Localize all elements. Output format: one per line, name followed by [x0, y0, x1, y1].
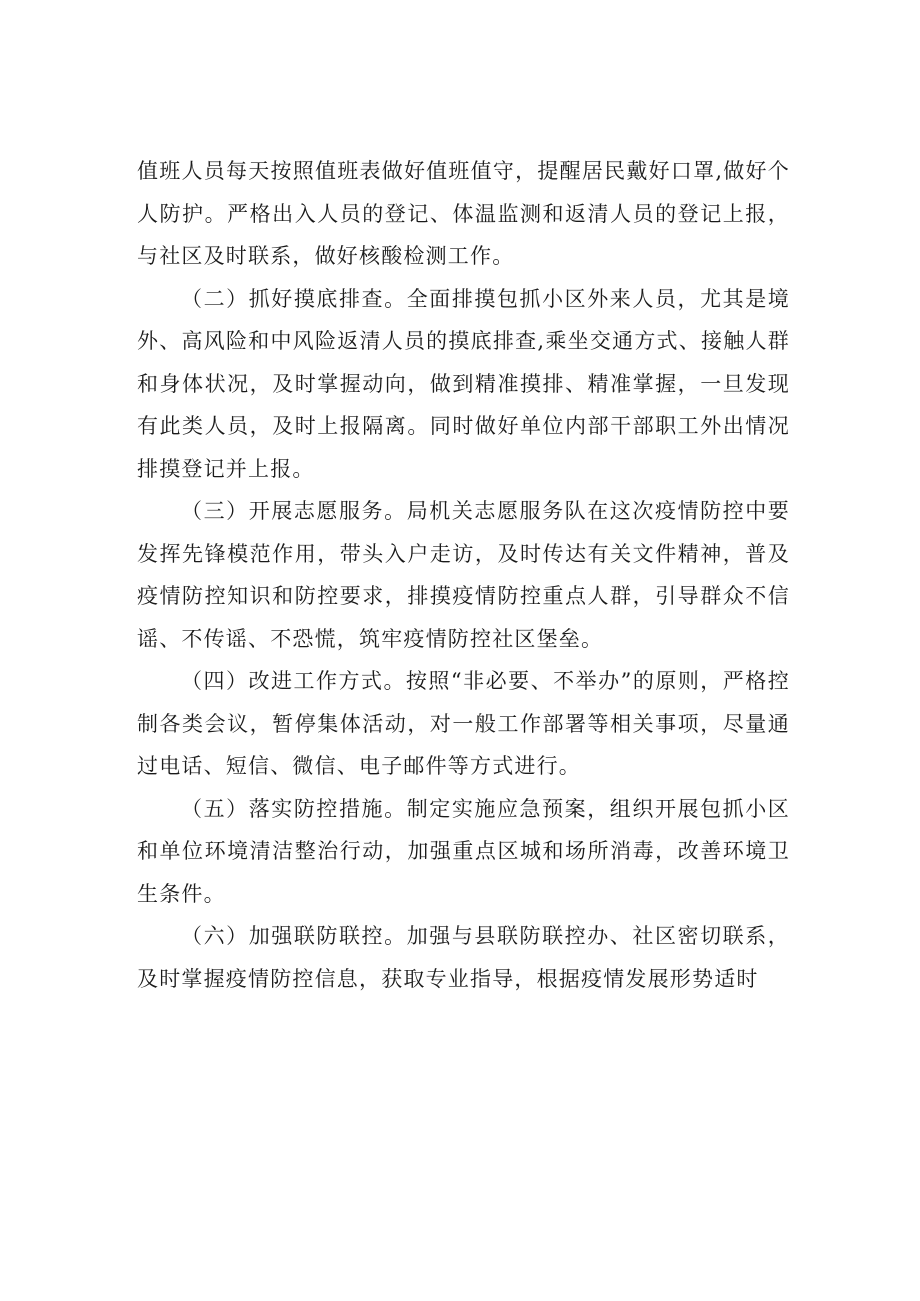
paragraph-section-3: （三）开展志愿服务。局机关志愿服务队在这次疫情防控中要发挥先锋模范作用，带头入户走访，及时传达有关文件精神，普及疫情防控知识和防控要求，排摸疫情防控重点人群，引导群众不信谣、不传谣、不恐慌，筑牢疫情防控社区堡垒。 — [137, 499, 790, 651]
paragraph-section-2: （二）抓好摸底排查。全面排摸包抓小区外来人员，尤其是境外、高风险和中风险返清人员的摸底排查,乘坐交通方式、接触人群和身体状况，及时掌握动向，做到精准摸排、精准掌握，一旦发现有此类人员，及时上报隔离。同时做好单位内部干部职工外出情况排摸登记并上报。 — [137, 286, 790, 481]
paragraph-continuation: 值班人员每天按照值班表做好值班值守，提醒居民戴好口罩,做好个人防护。严格出入人员的登记、体温监测和返清人员的登记上报，与社区及时联系，做好核酸检测工作。 — [137, 159, 790, 268]
document-body — [137, 150, 790, 1000]
paragraph-section-5: （五）落实防控措施。制定实施应急预案，组织开展包抓小区和单位环境清洁整治行动，加强重点区城和场所消毒，改善环境卫生条件。 — [137, 796, 790, 906]
paragraph-section-4: （四）改进工作方式。按照“非必要、不举办”的原则，严格控制各类会议，暂停集体活动，对一般工作部署等相关事项，尽量通过电话、短信、微信、电子邮件等方式进行。 — [137, 669, 790, 778]
paragraph-section-6: （六）加强联防联控。加强与县联防联控办、社区密切联系，及时掌握疫情防控信息，获取专业指导，根据疫情发展形势适时 — [137, 924, 790, 991]
